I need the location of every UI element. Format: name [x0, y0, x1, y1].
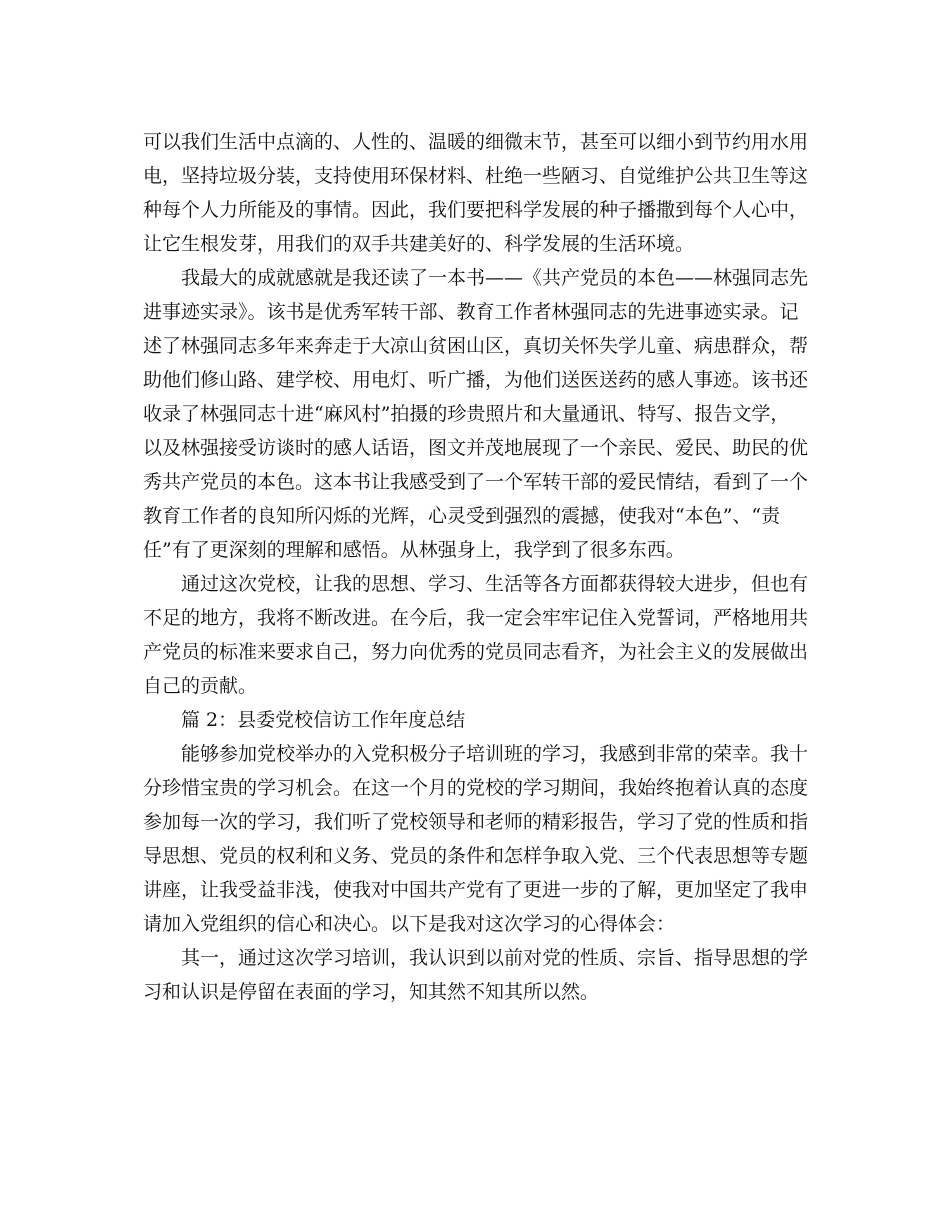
paragraph-first-line: 其一，通过这次学习培训，我认识到以前对党的性质、宗旨、指导思想的学	[181, 947, 809, 969]
text-line: 助他们修山路、建学校、用电灯、听广播，为他们送医送药的感人事迹。该书还	[143, 369, 809, 391]
text-line: 请加入党组织的信心和决心。以下是我对这次学习的心得体会：	[143, 913, 676, 935]
paragraph-first-line: 我最大的成就感就是我还读了一本书——《共产党员的本色——林强同志先	[181, 267, 809, 289]
text-line: 可以我们生活中点滴的、人性的、温暖的细微末节，甚至可以细小到节约用水用	[143, 131, 809, 153]
paragraph-first-line: 通过这次党校，让我的思想、学习、生活等各方面都获得较大进步，但也有	[181, 573, 809, 595]
text-line: 不足的地方，我将不断改进。在今后，我一定会牢牢记住入党誓词，严格地用共	[143, 607, 809, 629]
text-line: 产党员的标准来要求自己，努力向优秀的党员同志看齐，为社会主义的发展做出	[143, 641, 809, 663]
text-line: 任”有了更深刻的理解和感悟。从林强身上，我学到了很多东西。	[143, 539, 685, 561]
text-line: 导思想、党员的权利和义务、党员的条件和怎样争取入党、三个代表思想等专题	[143, 845, 809, 867]
text-line: 收录了林强同志十进“麻风村”拍摄的珍贵照片和大量通讯、特写、报告文学，	[143, 403, 790, 425]
paragraph-first-line: 能够参加党校举办的入党积极分子培训班的学习，我感到非常的荣幸。我十	[181, 743, 809, 765]
text-line: 自己的贡献。	[143, 675, 258, 697]
text-line: 习和认识是停留在表面的学习，知其然不知其所以然。	[143, 981, 600, 1003]
section-heading: 篇 2：县委党校信访工作年度总结	[181, 709, 466, 731]
text-line: 秀共产党员的本色。这本书让我感受到了一个军转干部的爱民情结，看到了一个	[143, 471, 809, 493]
text-line: 让它生根发芽，用我们的双手共建美好的、科学发展的生活环境。	[143, 233, 695, 255]
text-line: 教育工作者的良知所闪烁的光辉，心灵受到强烈的震撼，使我对“本色”、“责	[143, 505, 781, 527]
text-line: 参加每一次的学习，我们听了党校领导和老师的精彩报告，学习了党的性质和指	[143, 811, 809, 833]
text-line: 电，坚持垃圾分装，支持使用环保材料、杜绝一些陋习、自觉维护公共卫生等这	[143, 165, 809, 187]
text-line: 种每个人力所能及的事情。因此，我们要把科学发展的种子播撒到每个人心中，	[143, 199, 809, 221]
text-line: 以及林强接受访谈时的感人话语，图文并茂地展现了一个亲民、爱民、助民的优	[143, 437, 809, 459]
text-line: 述了林强同志多年来奔走于大凉山贫困山区，真切关怀失学儿童、病患群众，帮	[143, 335, 809, 357]
text-line: 进事迹实录》。该书是优秀军转干部、教育工作者林强同志的先进事迹实录。记	[143, 301, 799, 323]
text-line: 讲座，让我受益非浅，使我对中国共产党有了更进一步的了解，更加坚定了我申	[143, 879, 809, 901]
text-line: 分珍惜宝贵的学习机会。在这一个月的党校的学习期间，我始终抱着认真的态度	[143, 777, 809, 799]
